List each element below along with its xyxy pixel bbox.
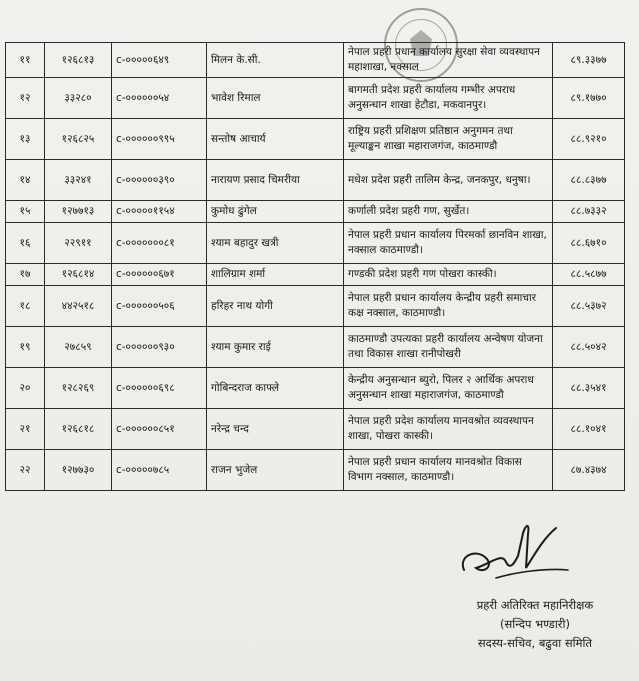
office-name: राष्ट्रिय प्रहरी प्रशिक्षण प्रतिष्ठान अनुगमन तथा मूल्याङ्कन शाखा महाराजगंज, काठमाण्डौ	[344, 119, 553, 160]
police-number: १२८२६९	[45, 368, 112, 409]
office-name: मधेश प्रदेश प्रहरी तालिम केन्द्र, जनकपुर, धनुषा।	[344, 160, 553, 201]
score: ८८.३५४१	[553, 368, 625, 409]
symbol-code: c-००००००८५१	[112, 409, 207, 450]
police-number: २२९११	[45, 223, 112, 264]
symbol-code: c-००००००९९५	[112, 119, 207, 160]
candidate-name: नारायण प्रसाद चिमरीया	[207, 160, 344, 201]
signatory-name: (सन्दिप भण्डारी)	[500, 617, 570, 631]
table-row	[6, 160, 625, 201]
police-number: ४४२५१८	[45, 286, 112, 327]
score: ८८.७३३२	[553, 201, 625, 223]
table-row	[6, 368, 625, 409]
table-row	[6, 43, 625, 78]
score: ८८.५०४२	[553, 327, 625, 368]
score: ८९.३३७७	[553, 43, 625, 78]
symbol-code: c-००००००५४	[112, 78, 207, 119]
table-row	[6, 264, 625, 286]
score: ८८.९२१०	[553, 119, 625, 160]
candidate-name: भावेश रिमाल	[207, 78, 344, 119]
candidate-name: श्याम बहादुर खत्री	[207, 223, 344, 264]
office-name: नेपाल प्रहरी प्रधान कार्यालय मानवश्रोत विकास विभाग नक्साल, काठमाण्डौ।	[344, 450, 553, 491]
candidate-name: राजन भुजेल	[207, 450, 344, 491]
serial-number: १४	[6, 160, 45, 201]
promotion-results-table	[5, 42, 625, 491]
table-row	[6, 78, 625, 119]
symbol-code: c-००००००६९८	[112, 368, 207, 409]
symbol-code: c-००००००५०६	[112, 286, 207, 327]
symbol-code: c-००००००६७१	[112, 264, 207, 286]
symbol-code: c-०००००११५४	[112, 201, 207, 223]
serial-number: १५	[6, 201, 45, 223]
police-number: २७८५९	[45, 327, 112, 368]
serial-number: १९	[6, 327, 45, 368]
office-name: केन्द्रीय अनुसन्धान ब्युरो, पिलर २ आर्थिक अपराध अनुसन्धान शाखा महाराजगंज, काठमाण्डौ	[344, 368, 553, 409]
candidate-name: नरेन्द्र चन्द	[207, 409, 344, 450]
candidate-name: सन्तोष आचार्य	[207, 119, 344, 160]
symbol-code: c-०००००७८५	[112, 450, 207, 491]
serial-number: २०	[6, 368, 45, 409]
signatory-title: प्रहरी अतिरिक्त महानिरीक्षक	[476, 598, 594, 612]
office-name: कर्णाली प्रदेश प्रहरी गण, सुर्खेत।	[344, 201, 553, 223]
police-number: १२७७१३	[45, 201, 112, 223]
police-number: ३३२८०	[45, 78, 112, 119]
table-row	[6, 286, 625, 327]
candidate-name: हरिहर नाथ योगी	[207, 286, 344, 327]
candidate-name: कुमोध ढुंगेल	[207, 201, 344, 223]
candidate-name: श्याम कुमार राई	[207, 327, 344, 368]
serial-number: १६	[6, 223, 45, 264]
police-number: १२६८२५	[45, 119, 112, 160]
serial-number: १८	[6, 286, 45, 327]
handwritten-signature	[456, 508, 576, 588]
score: ८८.५३७२	[553, 286, 625, 327]
police-number: ३३२४१	[45, 160, 112, 201]
table-row	[6, 119, 625, 160]
table-row	[6, 409, 625, 450]
police-number: १२६८१३	[45, 43, 112, 78]
candidate-name: मिलन के.सी.	[207, 43, 344, 78]
police-number: १२७७३०	[45, 450, 112, 491]
score: ८८.१०४१	[553, 409, 625, 450]
office-name: नेपाल प्रहरी प्रधान कार्यालय सुरक्षा सेवा व्यवस्थापन महाशाखा, नक्साल	[344, 43, 553, 78]
score: ८८.५८७७	[553, 264, 625, 286]
symbol-code: c-०००००००८१	[112, 223, 207, 264]
candidate-name: शालिग्राम शर्मा	[207, 264, 344, 286]
signatory-role: सदस्य-सचिव, बढुवा समिति	[477, 636, 593, 650]
office-name: नेपाल प्रहरी प्रदेश कार्यालय मानवश्रोत व्यवस्थापन शाखा, पोखरा कास्की।	[344, 409, 553, 450]
serial-number: २२	[6, 450, 45, 491]
serial-number: १२	[6, 78, 45, 119]
serial-number: १७	[6, 264, 45, 286]
symbol-code: c-००००००९३०	[112, 327, 207, 368]
serial-number: ११	[6, 43, 45, 78]
score: ८७.४३७४	[553, 450, 625, 491]
score: ८९.१७७०	[553, 78, 625, 119]
signature-block	[440, 596, 630, 653]
serial-number: १३	[6, 119, 45, 160]
symbol-code: c-०००००६४९	[112, 43, 207, 78]
serial-number: २१	[6, 409, 45, 450]
office-name: काठमाण्डौ उपत्यका प्रहरी कार्यालय अन्वेषण योजना तथा विकास शाखा रानीपोखरी	[344, 327, 553, 368]
police-number: १२६८१८	[45, 409, 112, 450]
office-name: गण्डकी प्रदेश प्रहरी गण पोखरा कास्की।	[344, 264, 553, 286]
police-number: १२६८१४	[45, 264, 112, 286]
table-row	[6, 201, 625, 223]
table-row	[6, 450, 625, 491]
table-row	[6, 223, 625, 264]
candidate-name: गोबिन्दराज काफ्ले	[207, 368, 344, 409]
office-name: नेपाल प्रहरी प्रधान कार्यालय पिरमर्का छानविन शाखा, नक्साल काठमाण्डौ।	[344, 223, 553, 264]
score: ८८.८३७७	[553, 160, 625, 201]
score: ८८.६७१०	[553, 223, 625, 264]
office-name: नेपाल प्रहरी प्रधान कार्यालय केन्द्रीय प्रहरी समाचार कक्ष नक्साल, काठमाण्डौ।	[344, 286, 553, 327]
symbol-code: c-००००००३९०	[112, 160, 207, 201]
office-name: बागमती प्रदेश प्रहरी कार्यालय गम्भीर अपराध अनुसन्धान शाखा हेटौडा, मकवानपुर।	[344, 78, 553, 119]
table-row	[6, 327, 625, 368]
